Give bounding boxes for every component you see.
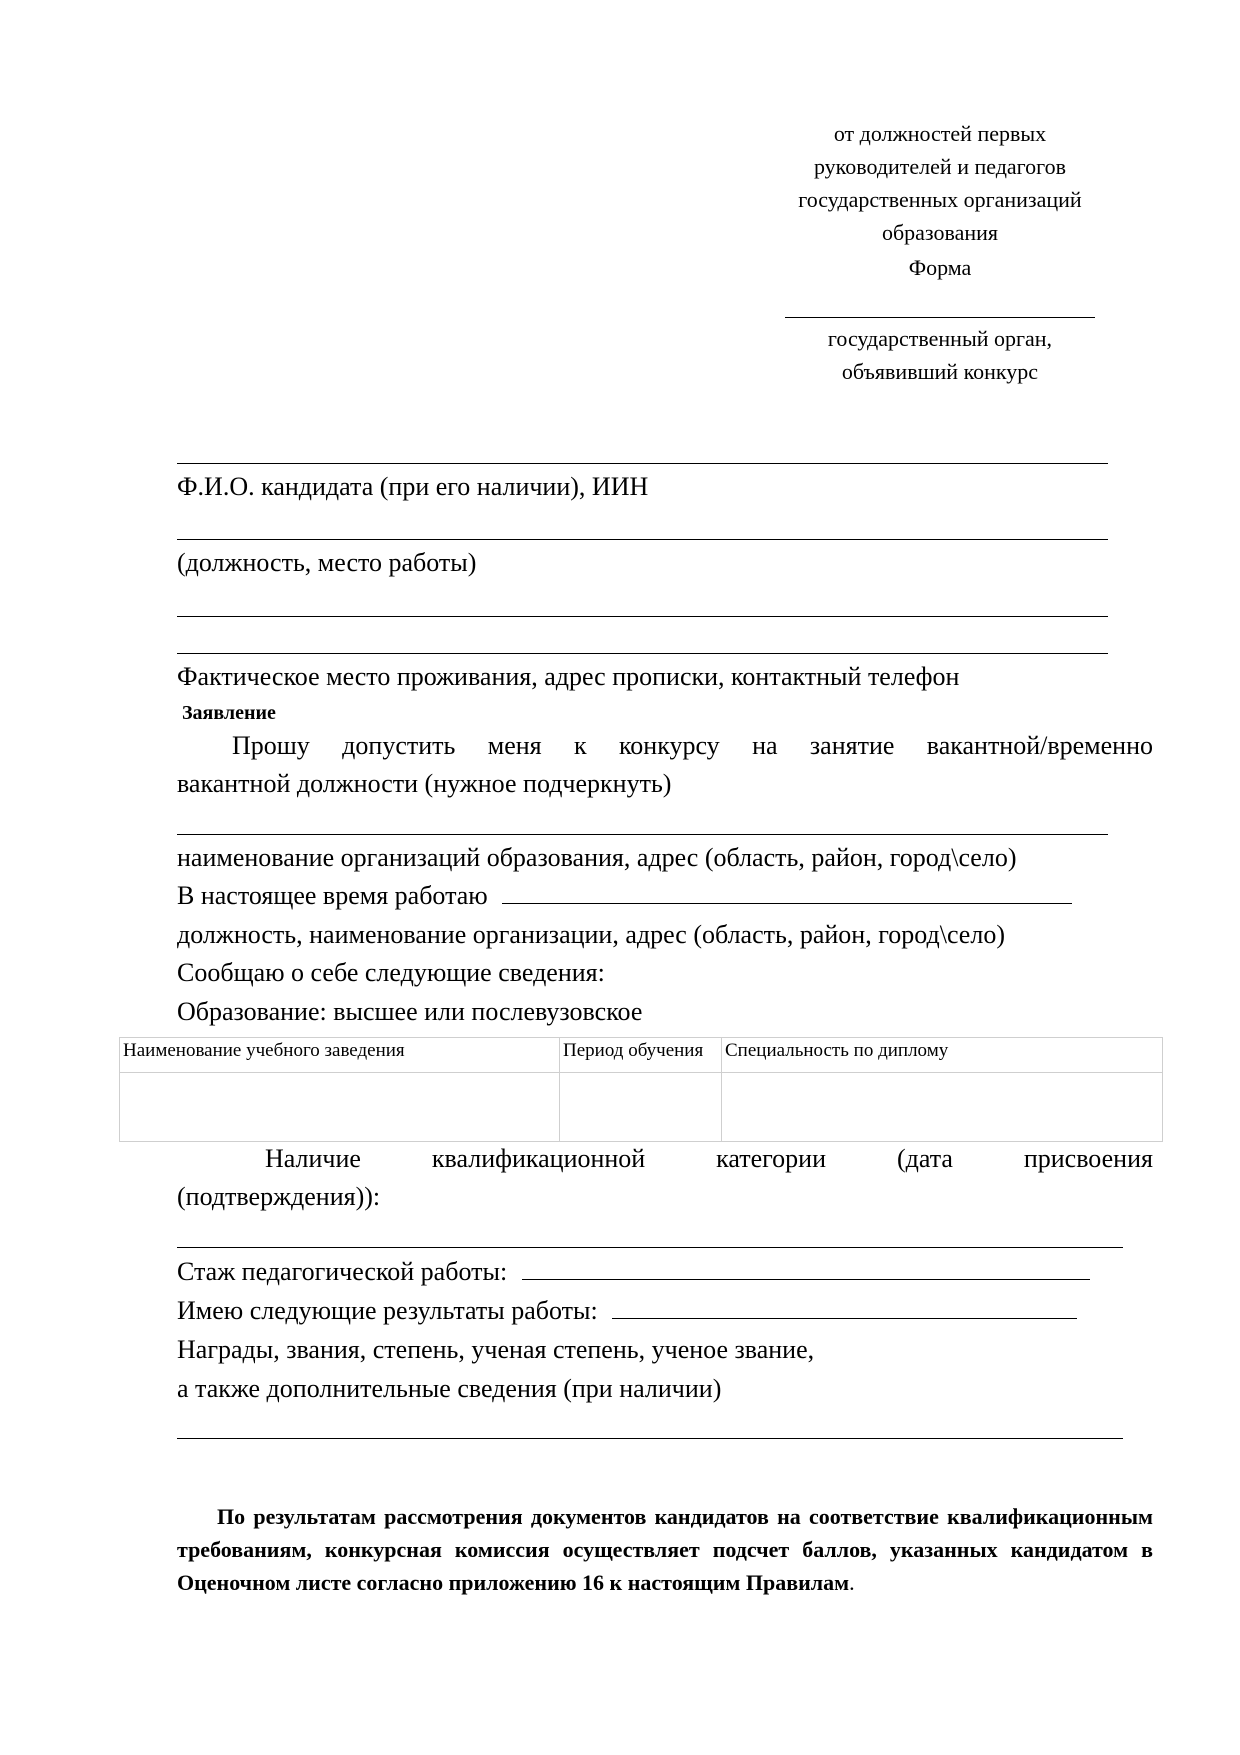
header-line: государственных организаций xyxy=(798,187,1082,212)
statement-title: Заявление xyxy=(182,702,276,724)
statement-paragraph xyxy=(177,727,1153,803)
specialty-cell[interactable] xyxy=(722,1073,1163,1142)
organ-caption xyxy=(740,322,1140,388)
address-blank-line-1[interactable] xyxy=(177,616,1108,617)
current-work-label: В настоящее время работаю xyxy=(177,881,488,910)
word: меня xyxy=(487,731,542,760)
info-intro: Сообщаю о себе следующие сведения: xyxy=(177,958,605,987)
organization-label: наименование организаций образования, адрес (область, район, город\село) xyxy=(177,843,1017,872)
table-row xyxy=(120,1073,1163,1142)
qualification-line-1 xyxy=(177,1140,1153,1178)
qualification-blank-line[interactable] xyxy=(177,1247,1123,1248)
organization-blank-line[interactable] xyxy=(177,834,1108,835)
word: конкурсу xyxy=(619,731,720,760)
position-blank-line[interactable] xyxy=(177,539,1108,540)
fio-label: Ф.И.О. кандидата (при его наличии), ИИН xyxy=(177,472,649,501)
word: присвоения xyxy=(1023,1144,1153,1173)
results-row xyxy=(177,1294,1077,1328)
evaluation-note-period: . xyxy=(849,1570,855,1595)
organ-line: государственный орган, xyxy=(827,326,1053,351)
col-specialty: Специальность по диплому xyxy=(722,1038,1163,1073)
statement-line-1 xyxy=(177,727,1153,765)
qualification-line-2: (подтверждения)): xyxy=(177,1182,381,1211)
header-line: руководителей и педагогов xyxy=(813,154,1067,179)
qualification-paragraph xyxy=(177,1140,1153,1216)
address-blank-line-2[interactable] xyxy=(177,653,1108,654)
teaching-experience-blank[interactable] xyxy=(522,1257,1090,1280)
current-work-blank[interactable] xyxy=(502,881,1072,904)
word: допустить xyxy=(342,731,456,760)
awards-line-2: а также дополнительные сведения (при наличии) xyxy=(177,1374,722,1403)
evaluation-note xyxy=(177,1500,1153,1599)
word: Прошу xyxy=(232,731,310,760)
word: категории xyxy=(716,1144,827,1173)
results-blank[interactable] xyxy=(612,1296,1077,1319)
col-period: Период обучения xyxy=(560,1038,722,1073)
form-label: Форма xyxy=(908,255,972,280)
education-table xyxy=(119,1037,1163,1142)
organ-line: объявивший конкурс xyxy=(841,359,1039,384)
fio-blank-line[interactable] xyxy=(177,463,1108,464)
word: вакантной/временно xyxy=(926,731,1153,760)
address-label: Фактическое место проживания, адрес прописки, контактный телефон xyxy=(177,662,960,691)
word: на xyxy=(752,731,778,760)
teaching-experience-row xyxy=(177,1255,1090,1289)
header-line: образования xyxy=(881,220,999,245)
results-label: Имею следующие результаты работы: xyxy=(177,1296,598,1325)
table-header-row xyxy=(120,1038,1163,1073)
word: занятие xyxy=(809,731,895,760)
awards-blank-line[interactable] xyxy=(177,1438,1123,1439)
education-label: Образование: высшее или послевузовское xyxy=(177,997,643,1026)
col-institution: Наименование учебного заведения xyxy=(120,1038,560,1073)
word: квалификационной xyxy=(431,1144,646,1173)
word: (дата xyxy=(896,1144,953,1173)
teaching-experience-label: Стаж педагогической работы: xyxy=(177,1257,508,1286)
current-work-caption: должность, наименование организации, адрес (область, район, город\село) xyxy=(177,920,1005,949)
awards-line-1: Награды, звания, степень, ученая степень, ученое звание, xyxy=(177,1335,815,1364)
statement-line-2: вакантной должности (нужное подчеркнуть) xyxy=(177,769,672,798)
word: Наличие xyxy=(265,1144,361,1173)
evaluation-note-text: По результатам рассмотрения документов кандидатов на соответствие квалификационным требованиям, конкурсная комиссия осуществляет подсчет баллов, указанных кандидатом в Оценочном листе согласно приложению 16 к настоящим Правилам xyxy=(177,1504,1153,1595)
institution-cell[interactable] xyxy=(120,1073,560,1142)
header-block xyxy=(740,117,1140,284)
position-label: (должность, место работы) xyxy=(177,548,477,577)
period-cell[interactable] xyxy=(560,1073,722,1142)
header-line: от должностей первых xyxy=(833,121,1047,146)
word: к xyxy=(573,731,587,760)
organ-blank-line[interactable] xyxy=(785,317,1095,318)
current-work-row xyxy=(177,879,1072,913)
